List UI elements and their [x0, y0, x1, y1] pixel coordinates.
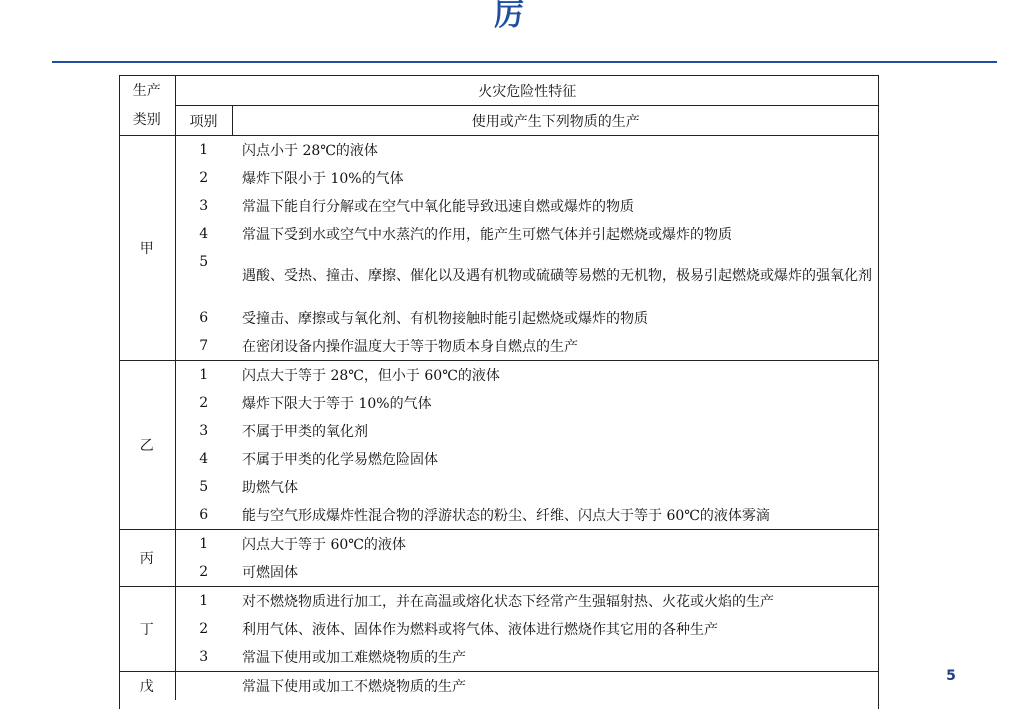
- table-row: [119, 248, 879, 304]
- table-row: [119, 530, 879, 559]
- item-number: 1: [199, 367, 209, 383]
- item-description: 遇酸、受热、撞击、摩擦、催化以及遇有机物或硫磺等易燃的无机物，极易引起燃烧或爆炸的强氧化剂: [242, 268, 872, 284]
- header-fire-features: 火灾危险性特征: [175, 76, 879, 106]
- table-row: [119, 417, 879, 445]
- item-description: 闪点大于等于 60℃的液体: [242, 537, 406, 553]
- item-description: 利用气体、液体、固体作为燃料或将气体、液体进行燃烧作其它用的各种生产: [242, 622, 718, 638]
- item-number: 4: [199, 451, 209, 467]
- item-description: 常温下受到水或空气中水蒸汽的作用，能产生可燃气体并引起燃烧或爆炸的物质: [242, 227, 732, 243]
- table-row: [119, 643, 879, 672]
- item-description: 爆炸下限大于等于 10%的气体: [242, 396, 432, 412]
- item-number: 7: [175, 332, 232, 361]
- item-number: 3: [199, 423, 209, 439]
- page-number: 5: [946, 668, 956, 684]
- item-description: 在密闭设备内操作温度大于等于物质本身自燃点的生产: [232, 332, 879, 361]
- category-cell: 丁: [119, 587, 175, 672]
- item-description: 可燃固体: [232, 558, 879, 587]
- item-number: 5: [199, 479, 209, 495]
- table-row: [119, 501, 879, 530]
- table-row: [119, 389, 879, 417]
- category-cell: 戊: [119, 672, 175, 701]
- category-cell: 丙: [119, 530, 175, 587]
- item-description: 不属于甲类的化学易燃危险固体: [242, 452, 438, 468]
- table-row: [119, 587, 879, 616]
- table-row: [119, 615, 879, 643]
- header-production-category: [119, 76, 175, 136]
- table-row: [119, 332, 879, 361]
- page-header-title-fragment: 厉: [494, 0, 524, 33]
- item-description: 闪点大于等于 28℃，但小于 60℃的液体: [242, 368, 500, 384]
- item-description: 常温下能自行分解或在空气中氧化能导致迅速自燃或爆炸的物质: [242, 199, 634, 215]
- item-description: 爆炸下限小于 10%的气体: [242, 171, 404, 187]
- item-number: [175, 672, 232, 701]
- item-description: 对不燃烧物质进行加工，并在高温或熔化状态下经常产生强辐射热、火花或火焰的生产: [242, 594, 774, 610]
- table-row: [119, 304, 879, 332]
- item-number: 1: [199, 593, 209, 609]
- table-row: [119, 220, 879, 248]
- table-row: [119, 558, 879, 587]
- item-number: 1: [199, 142, 209, 158]
- table-row: [119, 136, 879, 165]
- item-number: 6: [175, 501, 232, 530]
- item-description: 能与空气形成爆炸性混合物的浮游状态的粉尘、纤维、闪点大于等于 60℃的液体雾滴: [232, 501, 879, 530]
- item-description: 常温下使用或加工不燃烧物质的生产: [242, 679, 466, 695]
- header-substances: 使用或产生下列物质的生产: [232, 106, 879, 136]
- item-description: 闪点小于 28℃的液体: [242, 143, 378, 159]
- item-number: 1: [199, 536, 209, 552]
- table-row: [119, 672, 879, 701]
- item-number: 2: [199, 395, 209, 411]
- item-description: 助燃气体: [242, 480, 298, 496]
- fire-hazard-classification-table: [119, 75, 879, 700]
- header-divider: [52, 61, 997, 63]
- table-row: [119, 164, 879, 192]
- item-description: 常温下使用或加工难燃烧物质的生产: [232, 643, 879, 672]
- item-number: 6: [199, 310, 209, 326]
- item-description: 不属于甲类的氧化剂: [242, 424, 368, 440]
- item-number: 4: [199, 226, 209, 242]
- table-header-row-2: [119, 106, 879, 136]
- header-item: 项别: [175, 106, 232, 136]
- table-row: [119, 192, 879, 220]
- item-number: 5: [199, 254, 209, 270]
- category-cell: 甲: [119, 136, 175, 361]
- header-category-line2: 类别: [132, 111, 161, 128]
- item-number: 3: [199, 198, 209, 214]
- table-row: [119, 473, 879, 501]
- item-number: 2: [199, 170, 209, 186]
- table-header-row-1: [119, 76, 879, 106]
- item-number: 2: [199, 621, 209, 637]
- table-row: [119, 445, 879, 473]
- item-number: 3: [175, 643, 232, 672]
- item-number: 2: [175, 558, 232, 587]
- table-row: [119, 361, 879, 390]
- item-description: 受撞击、摩擦或与氧化剂、有机物接触时能引起燃烧或爆炸的物质: [242, 311, 648, 327]
- header-category-line1: 生产: [132, 82, 161, 99]
- category-cell: 乙: [119, 361, 175, 530]
